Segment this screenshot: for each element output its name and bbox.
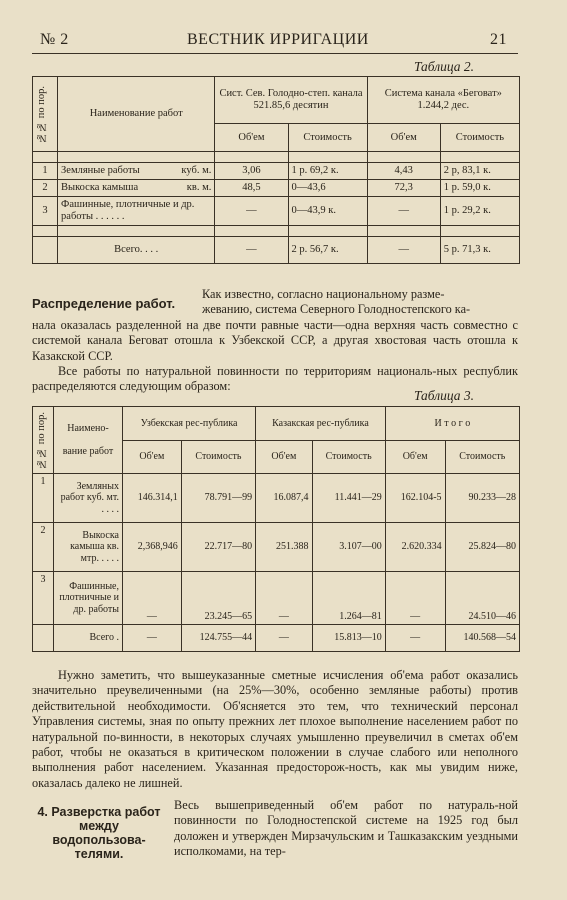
paragraph-estimates: Нужно заметить, что вышеуказанные сметные исчисления об'ема работ оказались значительно преувеличенными (на 25%—30%, особенно земляные работы) против действительной необходимости. Об'ясняется это тем, что технический персонал Управления системы, зная по опыту прежних лет плохое выполнение населением работ по натуральной по-винности, в некоторых случаях умышленно преувеличил в сметах об'ем работ, чтобы не оказаться в критическом положении в случае слабого или неполного выполнения работ населением. Указанная предосторож-ность, как мы увидим ниже, оказалась далеко не лишней. [32, 668, 518, 790]
table2-group2-header: Система канала «Беговат» 1.244,2 дес. [367, 77, 519, 124]
paragraph-republics: Все работы по натуральной повинности по территориям националь-ных республик распределяются следующим образом: [32, 364, 518, 394]
table2-group1-header: Сист. Сев. Голодно-степ. канала 521.85,6 десятин [215, 77, 367, 124]
table2-volume-header: Об'ем [367, 124, 440, 152]
table3-total-row: Всего . — 124.755—44 — 15.813—10 — 140.568—54 [33, 625, 520, 652]
table-row: 3 Фашинные, плотничные и др. работы — 23.245—65 — 1.264—81 — 24.510—46 [33, 572, 520, 625]
section-heading-allocation: 4. Разверстка работ между водопользова-телями. [37, 805, 161, 861]
table2-cost-header: Стоимость [440, 124, 519, 152]
table2-cost-header: Стоимость [288, 124, 367, 152]
table3: №№ по пор. Наимено- вание работ Узбекская рес-публика Казакская рес-публика И т о г о Об'ем Стоимость Об'ем Стоимость Об'ем Стоимость 1 Земляных работ куб. мт. . . . . 146.314,1 78.791—99 16.087,4 11.441—29 162.104-5 90.233—28 2 Выкоска камыша кв. мтр. . . . . 2,368,946 22.717—80 251.388 3.107—00 2.620.334 25.824—80 3 Фашинные, плотничные и др. работы — 23.245—65 — 1.264—81 — 24.510—46 Всего . — 124.755—44 — 15.813—10 — 140.568—54 [32, 406, 520, 652]
table-row: 1 Земляных работ куб. мт. . . . . 146.314,1 78.791—99 16.087,4 11.441—29 162.104-5 90.233—28 [33, 474, 520, 523]
table3-group2-header: Казакская рес-публика [256, 407, 386, 441]
issue-number: № 2 [40, 31, 69, 48]
table3-num-header: №№ по пор. [36, 411, 47, 469]
table-row: 2 Выкоска камыша кв. м. 48,5 0—43,6 72,3 1 р. 59,0 к. [33, 180, 520, 197]
table3-caption: Таблица 3. [414, 388, 475, 403]
table2-num-header: №№ по пор. [36, 85, 47, 143]
table2-total-row: Всего. . . . — 2 р. 56,7 к. — 5 р. 71,3 к. [33, 237, 520, 264]
table-row: 3 Фашинные, плотничные и др. работы . . . . . . — 0—43,9 к. — 1 р. 29,2 к. [33, 197, 520, 226]
table2-name-header: Наименование работ [58, 77, 215, 152]
page-number: 21 [490, 31, 507, 48]
table3-name-header: Наимено- вание работ [54, 407, 123, 474]
table2-caption: Таблица 2. [414, 59, 475, 74]
header-rule [32, 53, 518, 54]
table3-group3-header: И т о г о [385, 407, 519, 441]
table-row: 1 Земляные работы куб. м. 3,06 1 р. 69,2 к. 4,43 2 р, 83,1 к. [33, 163, 520, 180]
table-row: 2 Выкоска камыша кв. мтр. . . . . 2,368,946 22.717—80 251.388 3.107—00 2.620.334 25.824—80 [33, 523, 520, 572]
table2-volume-header: Об'ем [215, 124, 288, 152]
section-heading-distribution: Распределение работ. [32, 296, 176, 311]
paragraph-allocation: Весь вышеприведенный об'ем работ по натураль-ной повинности по Голодностепской системе на 1925 год был доложен и утвержден Мирзачульским и Ташказакским уездными исполкомами, на тер- [174, 798, 518, 859]
table2 [32, 76, 520, 264]
table3-group1-header: Узбекская рес-публика [123, 407, 256, 441]
journal-title: ВЕСТНИК ИРРИГАЦИИ [187, 31, 369, 48]
paragraph-distribution: Как известно, согласно национальному разме- жеванию, система Северного Голодностепского ка- нала оказалась разделенной на две почти равные части—одна верхняя часть совместно с системой канала Беговат отошла к Узбекской ССР, а другая хвостовая часть отошла к Казакской ССР. Все работы по натуральной повинности по территориям националь-ных республик распределяются следующим образом: [32, 287, 518, 394]
